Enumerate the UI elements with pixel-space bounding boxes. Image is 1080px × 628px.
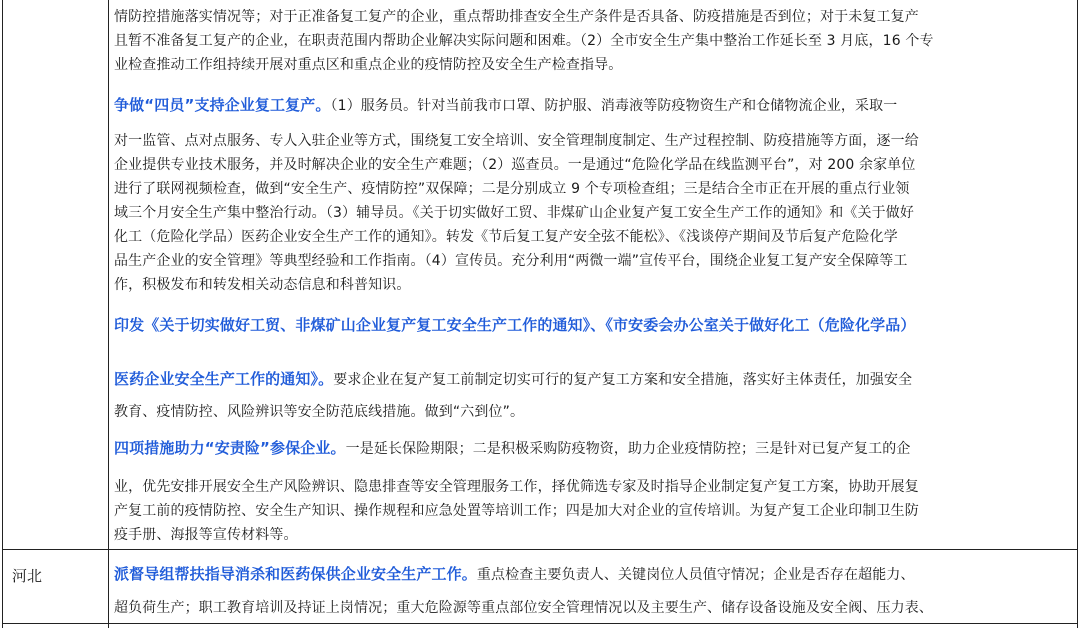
measure-heading: 派督导组帮扶指导消杀和医药保供企业安全生产工作。 (114, 565, 477, 583)
measure-text: 要求企业在复产复工前制定切实可行的复产复工方案和安全措施，落实好主体责任，加强安全 (333, 372, 913, 388)
paragraph-line: 且暂不准备复工复产的企业，在职责范围内帮助企业解决实际问题和困难。（2）全市安全生产集中整治工作延长至 3 月底，16 个专 (114, 33, 934, 49)
measures-cell (114, 0, 1074, 549)
paragraph-first-line (114, 94, 1072, 117)
measure-text: （1）服务员。针对当前我市口罩、防护服、消毒液等防疫物资生产和仓储物流企业，采取一 (330, 98, 898, 114)
paragraph-line: 品生产企业的安全管理》等典型经验和工作指南。（4）宣传员。充分利用“两微一端”宣传平台，围绕企业复工复产安全保障等工 (114, 253, 908, 269)
paragraph-line (114, 368, 1072, 391)
paragraph-line: 业检查推动工作组持续开展对重点区和重点企业的疫情防控及安全生产检查指导。 (114, 57, 623, 73)
paragraph-line: 情防控措施落实情况等；对于正准备复工复产的企业，重点帮助排查安全生产条件是否具备、防疫措施是否到位；对于未复工复产 (114, 9, 919, 25)
table-border-right (1077, 0, 1078, 628)
paragraph-line: 企业提供专业技术服务，并及时解决企业的安全生产难题；（2）巡查员。一是通过“危险化学品在线监测平台”，对 200 余家单位 (114, 157, 916, 173)
paragraph-line: 超负荷生产；职工教育培训及持证上岗情况；重大危险源等重点部位安全管理情况以及主要生产、储存设备设施及安全阀、压力表、 (114, 600, 933, 616)
paragraph-line: 对一监管、点对点服务、专人入驻企业等方式，围绕复工安全培训、安全管理制度制定、生产过程控制、防疫措施等方面，逐一给 (114, 133, 919, 149)
measure-heading: 印发《关于切实做好工贸、非煤矿山企业复产复工安全生产工作的通知》、《市安委会办公室关于做好化工（危险化学品） (114, 316, 916, 334)
paragraph-line: 教育、疫情防控、风险辨识等安全防范底线措施。做到“六到位”。 (114, 404, 525, 420)
paragraph-line: 业，优先安排开展安全生产风险辨识、隐患排查等安全管理服务工作，择优筛选专家及时指导企业制定复产复工方案，协助开展复 (114, 479, 919, 495)
measure-heading-cont: 医药企业安全生产工作的通知》。 (114, 370, 334, 388)
column-divider (108, 0, 109, 628)
measure-heading: 争做“四员”支持企业复工复产。 (114, 96, 331, 114)
table-border-bottom (2, 623, 1078, 624)
paragraph-line: 化工（危险化学品）医药企业安全生产工作的通知》。转发《节后复工复产安全弦不能松》、《浅谈停产期间及节后复产危险化学 (114, 229, 898, 245)
paragraph-line: 作，积极发布和转发相关动态信息和科普知识。 (114, 277, 411, 293)
paragraph-line: 疫手册、海报等宣传材料等。 (114, 527, 298, 543)
paragraph-first-line (114, 563, 1072, 586)
table-border-left (2, 0, 3, 628)
paragraph-first-line (114, 314, 1072, 337)
region-cell: 河北 (12, 567, 43, 585)
measure-text: 一是延长保险期限；二是积极采购防疫物资，助力企业疫情防控；三是针对已复产复工的企 (345, 441, 911, 457)
paragraph-line: 进行了联网视频检查，做到“安全生产、疫情防控”双保障；二是分别成立 9 个专项检查组；三是结合全市正在开展的重点行业领 (114, 181, 910, 197)
paragraph-first-line (114, 437, 1072, 460)
paragraph-line: 域三个月安全生产集中整治行动。（3）辅导员。《关于切实做好工贸、非煤矿山企业复产复工安全生产工作的通知》和《关于做好 (114, 205, 914, 221)
paragraph-line: 产复工前的疫情防控、安全生产知识、操作规程和应急处置等培训工作；四是加大对企业的宣传培训。为复产复工企业印制卫生防 (114, 503, 919, 519)
measure-heading: 四项措施助力“安责险”参保企业。 (114, 439, 346, 457)
measures-cell (114, 549, 1074, 623)
measure-text: 重点检查主要负责人、关键岗位人员值守情况；企业是否存在超能力、 (476, 567, 915, 583)
